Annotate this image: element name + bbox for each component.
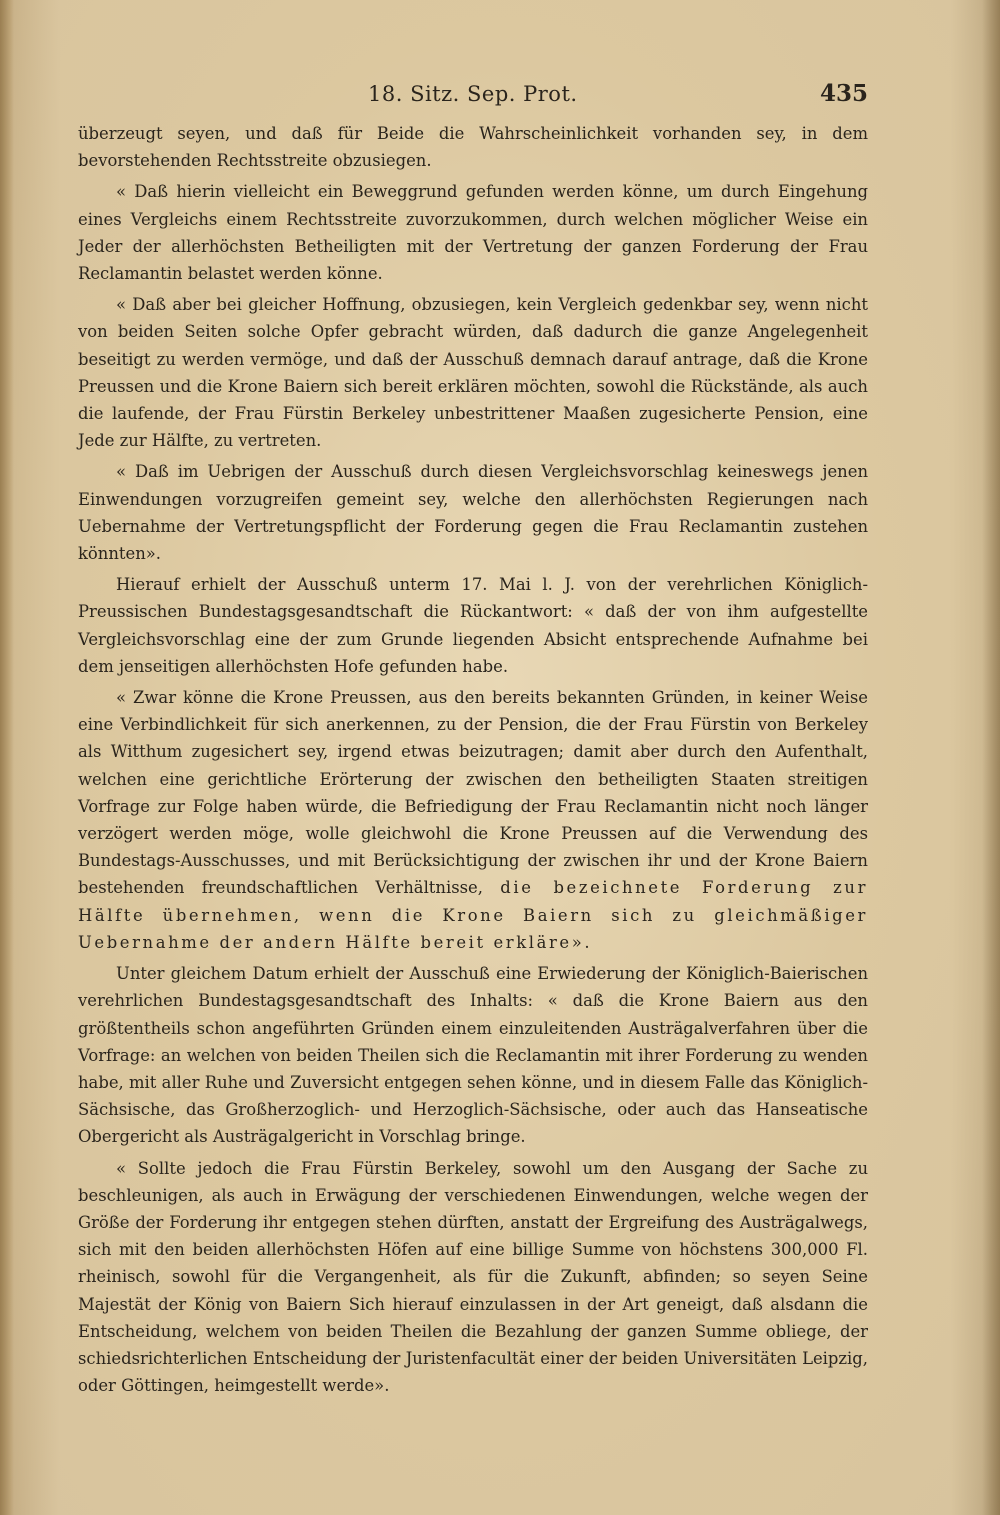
page-number: 435 xyxy=(819,80,868,107)
paragraph-1: überzeugt seyen, und daß für Beide die Wahrscheinlichkeit vorhanden sey, in dem bevorstehenden Rechtsstreite obzusiegen. xyxy=(78,124,868,171)
paragraph-5: Hierauf erhielt der Ausschuß unterm 17. Mai l. J. von der verehrlichen Königlich-Preussischen Bundestagsgesandtschaft die Rückantwort: « daß der von ihm aufgestellte Vergleichsvorschlag eine der zum Grunde liegenden Absicht entsprechende Aufnahme bei dem jenseitigen allerhöchsten Hofe gefunden habe. xyxy=(78,575,868,676)
paragraph-7: Unter gleichem Datum erhielt der Ausschuß eine Erwiederung der Königlich-Baierischen verehrlichen Bundestagsgesandtschaft des Inhalts: « daß die Krone Baiern aus den größtentheils schon angeführten Gründen einem einzuleitenden Austrägalverfahren über die Vorfrage: an welchen von beiden Theilen sich die Reclamantin mit ihrer Forderung zu wenden habe, mit aller Ruhe und Zuversicht entgegen sehen könne, und in diesem Falle das Königlich-Sächsische, das Großherzoglich- und Herzoglich-Sächsische, oder auch das Hanseatische Obergericht als Austrägalgericht in Vorschlag bringe. xyxy=(78,964,868,1147)
paragraph-4: « Daß im Uebrigen der Ausschuß durch diesen Vergleichsvorschlag keineswegs jenen Einwendungen vorzugreifen gemeint sey, welche den allerhöchsten Regierungen nach Uebernahme der Vertretungspflicht der Forderung gegen die Frau Reclamantin zustehen könnten». xyxy=(78,462,868,564)
paragraph-8: « Sollte jedoch die Frau Fürstin Berkeley, sowohl um den Ausgang der Sache zu beschleunigen, als auch in Erwägung der verschiedenen Einwendungen, welche wegen der Größe der Forderung ihr entgegen stehen dürften, anstatt der Ergreifung des Austrägalwegs, sich mit den beiden allerhöchsten Höfen auf eine billige Summe von höchstens 300,000 Fl. rheinisch, sowohl für die Vergangenheit, als für die Zukunft, abfinden; so seyen Seine Majestät der König von Baiern Sich hierauf einzulassen in der Art geneigt, daß alsdann die Entscheidung, welchem von beiden Theilen die Bezahlung der ganzen Summe obliege, der schiedsrichterlichen Entscheidung der Juristenfacultät einer der beiden Universitäten Leipzig, oder Göttingen, heimgestellt werde». xyxy=(78,1158,868,1396)
paragraph-6-emphasis: die bezeichnete Forderung zur Hälfte übernehmen, wenn die Krone Baiern sich zu gleichmäßiger Uebernahme der andern Hälfte bereit erkläre». xyxy=(78,878,868,952)
page-spine-shadow xyxy=(0,0,14,1515)
page-header xyxy=(78,82,868,112)
running-title: 18. Sitz. Sep. Prot. xyxy=(368,82,578,106)
body-text xyxy=(78,120,868,1403)
page-edge-shadow xyxy=(982,0,1000,1515)
paragraph-6-text: « Zwar könne die Krone Preussen, aus den bereits bekannten Gründen, in keiner Weise eine Verbindlichkeit für sich anerkennen, zu der Pension, die der Frau Fürstin von Berkeley als Witthum zugesichert sey, irgend etwas beizutragen; damit aber durch den Aufenthalt, welchen eine gerichtliche Erörterung der zwischen den betheiligten Staaten streitigen Vorfrage zur Folge haben würde, die Befriedigung der Frau Reclamantin nicht noch länger verzögert werden möge, wolle gleichwohl die Krone Preussen auf die Verwendung des Bundestags-Ausschusses, und mit Berücksichtigung der zwischen ihr und der Krone Baiern bestehenden freundschaftlichen Verhältnisse, xyxy=(78,688,868,898)
paragraph-2: « Daß hierin vielleicht ein Beweggrund gefunden werden könne, um durch Eingehung eines Vergleichs einem Rechtsstreite zuvorzukommen, durch welchen möglicher Weise ein Jeder der allerhöchsten Betheiligten mit der Vertretung der ganzen Forderung der Frau Reclamantin belastet werden könne. xyxy=(78,182,868,284)
paragraph-3: « Daß aber bei gleicher Hoffnung, obzusiegen, kein Vergleich gedenkbar sey, wenn nicht von beiden Seiten solche Opfer gebracht würden, daß dadurch die ganze Angelegenheit beseitigt zu werden vermöge, und daß der Ausschuß demnach darauf antrage, daß die Krone Preussen und die Krone Baiern sich bereit erklären möchten, sowohl die Rückstände, als auch die laufende, der Frau Fürstin Berkeley unbestrittener Maaßen zugesicherte Pension, eine Jede zur Hälfte, zu vertreten. xyxy=(78,295,868,451)
paragraph-6 xyxy=(78,684,868,956)
